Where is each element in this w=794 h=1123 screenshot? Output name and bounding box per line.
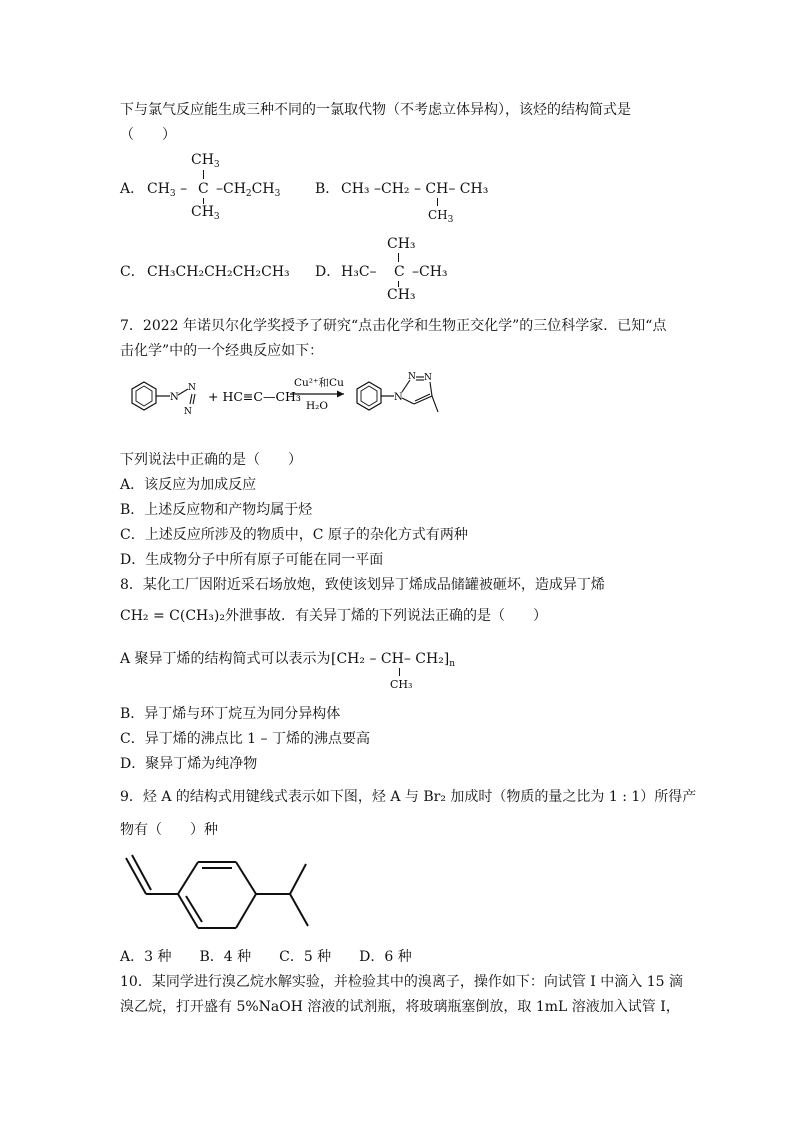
- central-carbon: C: [394, 264, 405, 280]
- propyne-reagent: + HC≡C—CH₃: [208, 389, 301, 404]
- option-label: D．: [315, 264, 341, 280]
- methyl-top: $CH_3$: [191, 152, 220, 170]
- click-reaction-scheme: [118, 368, 458, 430]
- methyl-bottom: $CH_3$: [191, 204, 220, 222]
- condition-catalyst: Cu²⁺和Cu: [294, 377, 344, 389]
- bond-line: [398, 253, 399, 262]
- q8-stem-line1: 8．某化工厂因附近采石场放炮，致使该划异丁烯成品储罐被砸坏，造成异丁烯: [120, 577, 605, 593]
- isobutylene-formula: CH₂ = C(CH₃)₂: [120, 608, 225, 624]
- option-a-text: A 聚异丁烯的结构简式可以表示为: [120, 651, 331, 667]
- triazole-n1: N: [394, 392, 403, 403]
- arrow-head-icon: [337, 391, 344, 398]
- q9-stem-line2: 物有（ ）种: [120, 822, 218, 838]
- polymer-formula: [CH₂ – CH– $CH_2]_n$: [331, 651, 456, 669]
- q9-stem-line1: 9．烃 A 的结构式用键线式表示如下图，烃 A 与 Br₂ 加成时（物质的量之比为 1 : 1）所得产: [120, 789, 697, 805]
- triazole-n3: N: [424, 373, 432, 383]
- q7-stem-line1: 7．2022 年诺贝尔化学奖授予了研究“点击化学和生物正交化学”的三位科学家．已知“点: [120, 318, 667, 334]
- triazole-n2: N: [408, 372, 416, 382]
- q10-stem-line1: 10．某同学进行溴乙烷水解实验，并检验其中的溴离子，操作如下：向试管 I 中滴入 15 滴: [120, 974, 683, 990]
- methyl-bottom: $CH_3$: [428, 208, 454, 225]
- q9-options: A．3 种 B．4 种 C．5 种 D．6 种: [120, 949, 412, 965]
- methyl-right: –CH₃: [412, 264, 448, 280]
- azide-n3: N: [184, 407, 192, 417]
- q6-stem: 下与氯气反应能生成三种不同的一氯取代物（不考虑立体异构），该烃的结构简式是: [120, 102, 631, 118]
- ethyl-right: $-CH_2CH_3$: [216, 181, 281, 199]
- q7-stem-line2: 击化学”中的一个经典反应如下：: [120, 343, 324, 359]
- q7-option-a: A．该反应为加成反应: [120, 477, 257, 493]
- q8-option-d: D．聚异丁烯为纯净物: [120, 756, 258, 772]
- azide-n1: N: [170, 392, 179, 403]
- q10-stem-line2: 溴乙烷，打开盛有 5%NaOH 溶液的试剂瓶，将玻璃瓶塞倒放，取 1mL 溶液加入试管 I，: [120, 999, 680, 1015]
- formula-main: CH₃CH₂CH₂CH₂CH₃: [147, 264, 290, 280]
- q8-option-b: B．异丁烯与环丁烷互为同分异构体: [120, 706, 341, 722]
- option-label: C．: [120, 264, 145, 280]
- methyl-left: $CH_3$ –: [147, 181, 188, 199]
- benzene-inner-ring: [136, 386, 152, 406]
- option-label: B．: [315, 181, 340, 197]
- central-carbon: C: [198, 181, 209, 197]
- q8-stem-line2: CH₂ = C(CH₃)₂外泄事故．有关异丁烯的下列说法正确的是（ ）: [120, 608, 547, 624]
- option-label: A．: [120, 181, 145, 197]
- methyl-top: CH₃: [387, 236, 416, 252]
- formula-main: CH₃ –CH₂ – CH– CH₃: [341, 181, 489, 197]
- methyl-bond: [432, 396, 438, 412]
- bond-line: [399, 668, 400, 676]
- q7-option-d: D．生成物分子中所有原子可能在同一平面: [120, 552, 384, 568]
- q7-question: 下列说法中正确的是（ ）: [120, 452, 302, 468]
- q8-option-c: C．异丁烯的沸点比 1 – 丁烯的沸点要高: [120, 731, 370, 747]
- methyl-branch: CH₃: [390, 678, 413, 691]
- condition-solvent: H₂O: [306, 400, 328, 412]
- q7-option-b: B．上述反应物和产物均属于烃: [120, 502, 313, 518]
- hydrocarbon-a-skeletal-formula: [118, 852, 318, 940]
- methyl-left: H₃C–: [341, 264, 377, 280]
- bond-line: [437, 198, 438, 206]
- q6-answer-paren: （ ）: [120, 127, 176, 143]
- azide-n2: N: [188, 383, 196, 393]
- methyl-bottom: CH₃: [387, 287, 416, 303]
- bond-line: [203, 170, 204, 179]
- q7-option-c: C．上述反应所涉及的物质中，C 原子的杂化方式有两种: [120, 527, 468, 543]
